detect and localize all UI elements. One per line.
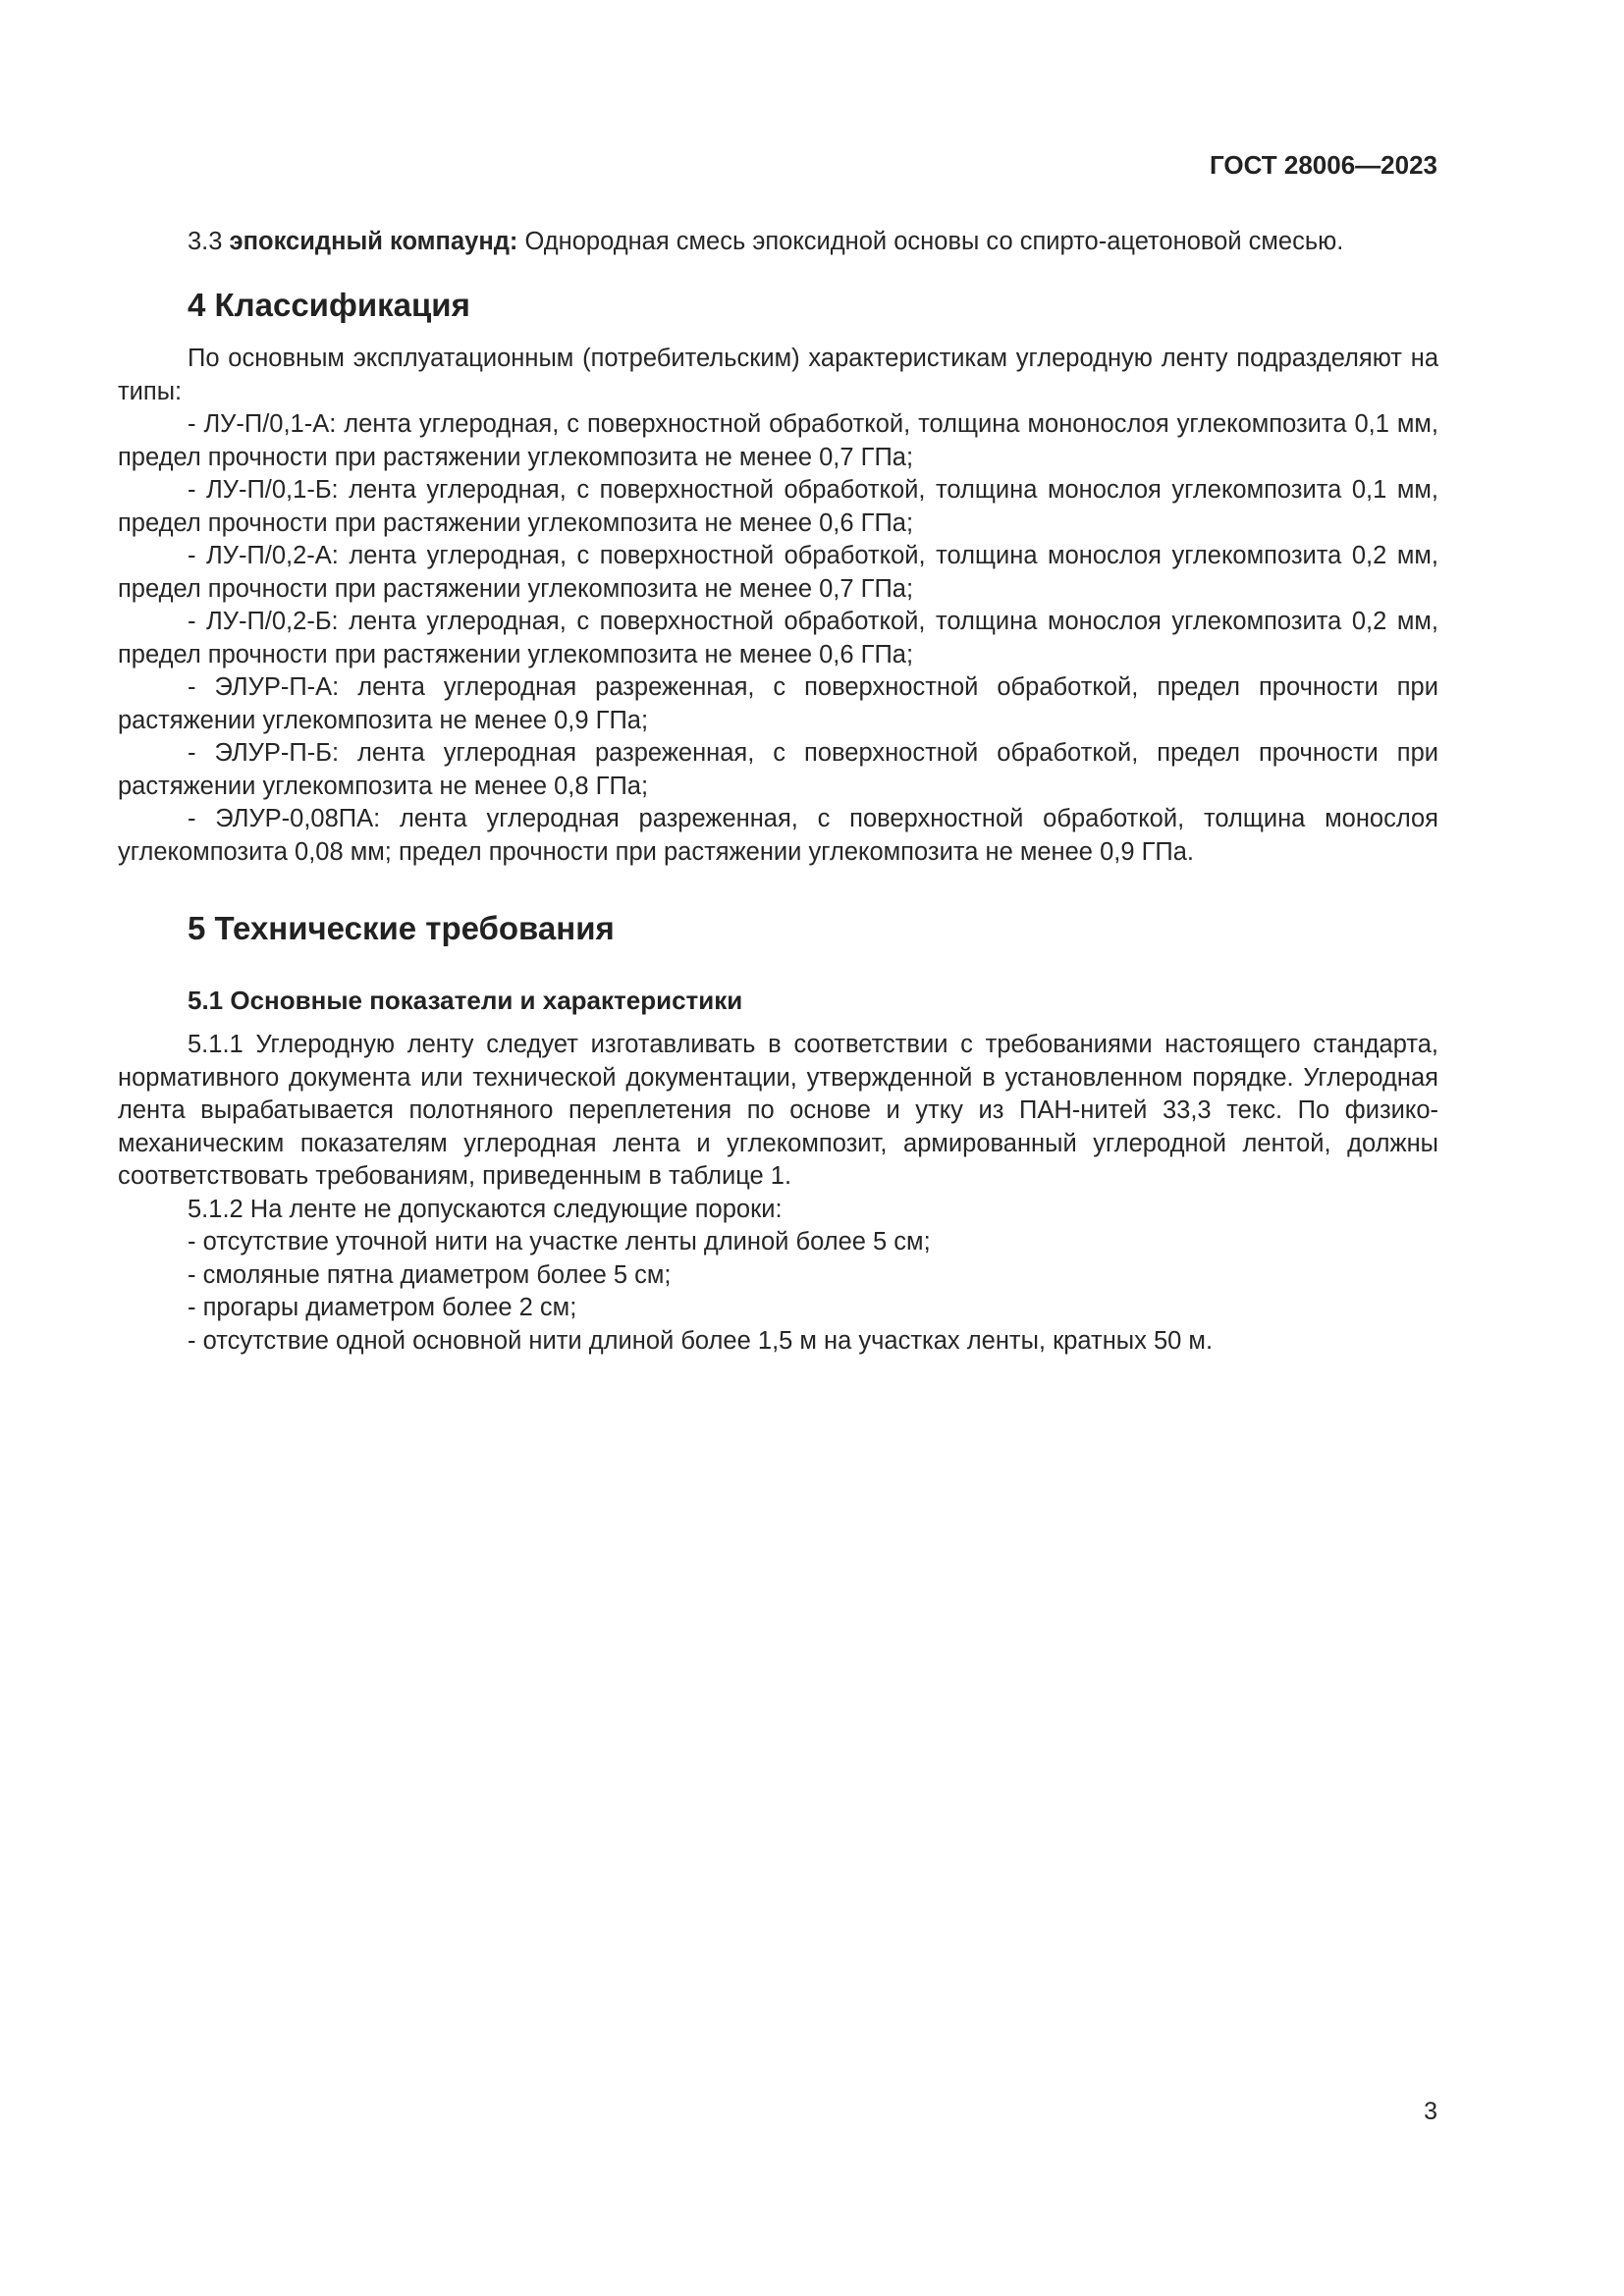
classification-item: - ЭЛУР-П-А: лента углеродная разреженная, с поверхностной обработкой, предел прочности при растяжении углекомпозита не менее 0,9 ГПа; xyxy=(118,673,1438,734)
section-5-heading: 5 Технические требования xyxy=(188,910,615,946)
classification-item: - ЭЛУР-П-Б: лента углеродная разреженная, с поверхностной обработкой, предел прочности при растяжении углекомпозита не менее 0,8 ГПа; xyxy=(118,739,1438,800)
defect-item: - смоляные пятна диаметром более 5 см; xyxy=(188,1260,672,1289)
clause-3-3 xyxy=(118,226,1438,259)
document-body xyxy=(118,226,1438,1358)
standard-designation: ГОСТ 28006—2023 xyxy=(1210,150,1437,180)
section-4-heading: 4 Классификация xyxy=(188,286,470,323)
classification-item: - ЛУ-П/0,1-А: лента углеродная, с поверхностной обработкой, толщина мононослоя углекомпозита 0,1 мм, предел прочности при растяжении углекомпозита не менее 0,7 ГПа; xyxy=(118,410,1438,471)
page-number: 3 xyxy=(1424,2098,1437,2125)
clause-5-1-1: 5.1.1 Углеродную ленту следует изготавливать в соответствии с требованиями настоящего стандарта, нормативного документа или технической документации, утвержденной в установленном порядке. Углеродная лента вырабатывается полотняного переплетения по основе и утку из ПАН-нитей 33,3 текс. По физико-механическим показателям углеродная лента и углекомпозит, армированный углеродной лентой, должны соответствовать требованиям, приведенным в таблице 1. xyxy=(118,1031,1438,1190)
clause-definition: Однородная смесь эпоксидной основы со спирто-ацетоновой смесью. xyxy=(524,228,1344,255)
classification-item: - ЭЛУР-0,08ПА: лента углеродная разреженная, с поверхностной обработкой, толщина монослоя углекомпозита 0,08 мм; предел прочности при растяжении углекомпозита не менее 0,9 ГПа. xyxy=(118,805,1438,866)
classification-item: - ЛУ-П/0,2-Б: лента углеродная, с поверхностной обработкой, толщина монослоя углекомпозита 0,2 мм, предел прочности при растяжении углекомпозита не менее 0,6 ГПа; xyxy=(118,608,1438,668)
clause-number: 3.3 xyxy=(188,228,223,255)
subsection-5-1-heading: 5.1 Основные показатели и характеристики xyxy=(188,985,743,1015)
defect-item: - прогары диаметром более 2 см; xyxy=(188,1294,577,1321)
classification-item: - ЛУ-П/0,2-А: лента углеродная, с поверхностной обработкой, толщина монослоя углекомпозита 0,2 мм, предел прочности при растяжении углекомпозита не менее 0,7 ГПа; xyxy=(118,542,1438,603)
classification-item: - ЛУ-П/0,1-Б: лента углеродная, с поверхностной обработкой, толщина монослоя углекомпозита 0,1 мм, предел прочности при растяжении углекомпозита не менее 0,6 ГПа; xyxy=(118,476,1438,537)
section-4-intro: По основным эксплуатационным (потребительским) характеристикам углеродную ленту подразделяют на типы: xyxy=(118,345,1438,405)
defect-item: - отсутствие одной основной нити длиной более 1,5 м на участках ленты, кратных 50 м. xyxy=(188,1326,1214,1355)
defect-item: - отсутствие уточной нити на участке ленты длиной более 5 см; xyxy=(188,1228,931,1255)
clause-5-1-2: 5.1.2 На ленте не допускаются следующие пороки: xyxy=(188,1195,783,1223)
clause-term: эпоксидный компаунд: xyxy=(229,228,518,255)
